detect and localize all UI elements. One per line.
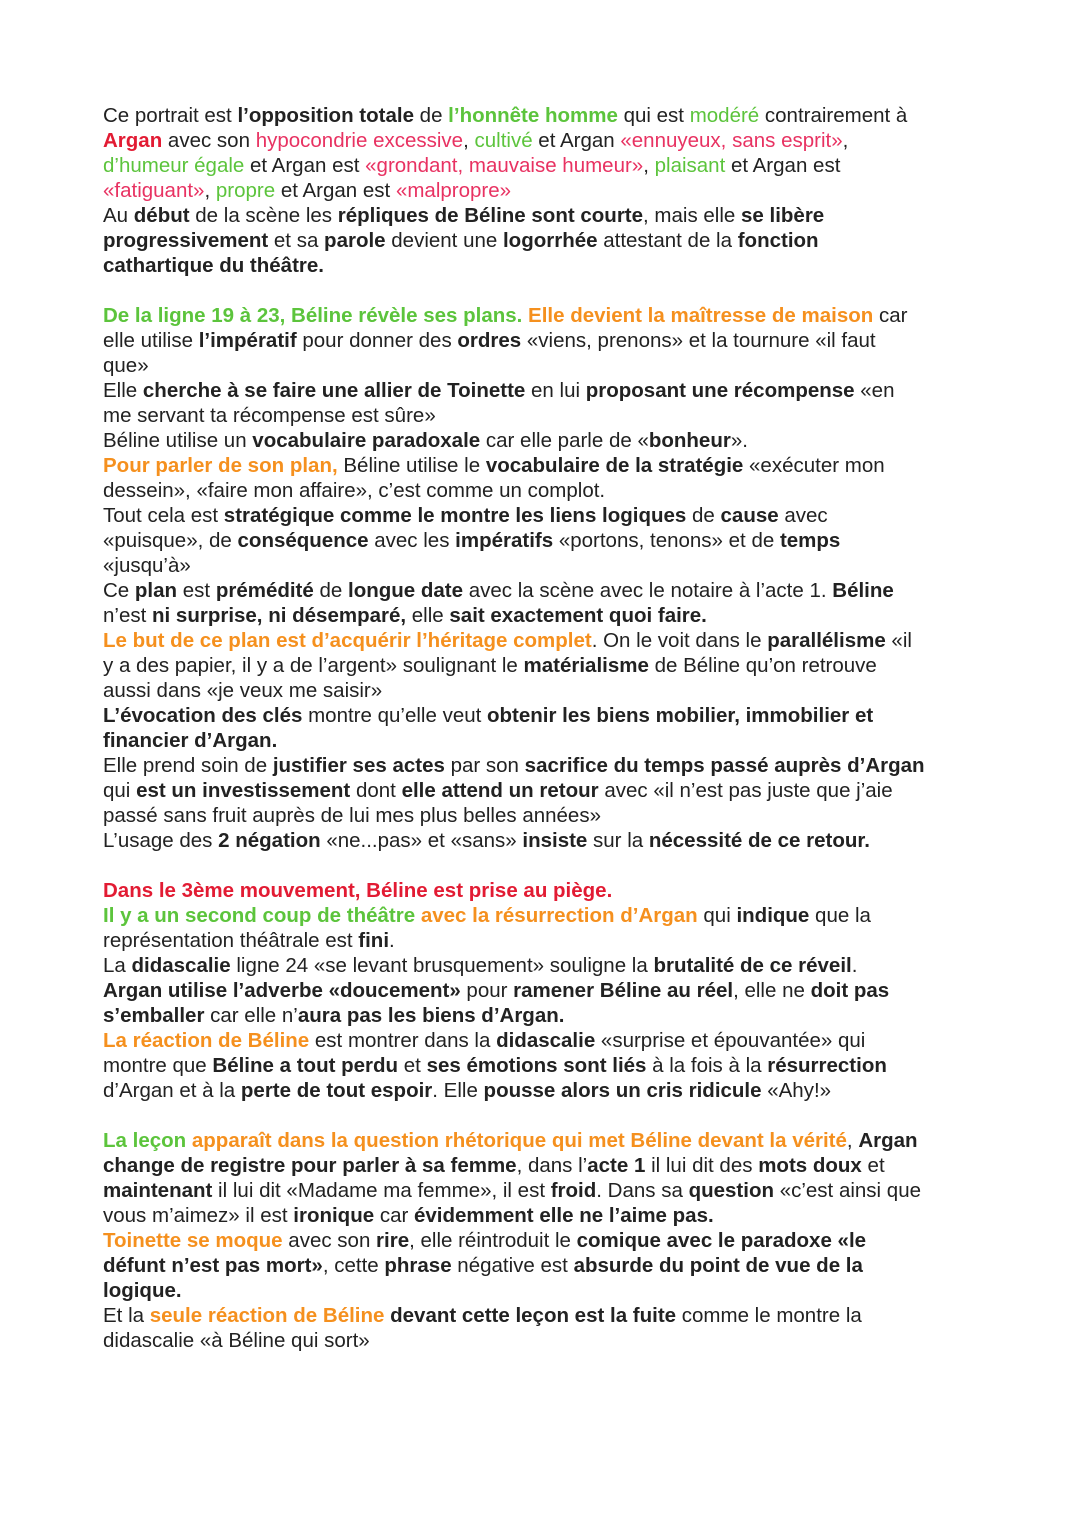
text-run: cathartique du théâtre. [103, 254, 324, 277]
text-run: logorrhée [502, 229, 598, 252]
text-run: elle [406, 604, 450, 627]
text-run: représentation théâtrale est [103, 929, 359, 952]
text-run: et Argan [532, 129, 621, 152]
text-run: Le but de ce plan est d’acquérir l’héritage complet [103, 629, 592, 652]
text-line [103, 1303, 1003, 1328]
text-run: Argan [103, 129, 163, 152]
text-run: répliques de Béline sont courte [337, 204, 644, 227]
text-line [103, 728, 1003, 753]
text-run: d’humeur égale [103, 154, 245, 177]
text-run: La [103, 954, 132, 977]
text-line [103, 1078, 1003, 1103]
text-run: , elle réintroduit le [409, 1229, 577, 1252]
text-run: , [842, 129, 849, 152]
text-run: évidemment elle ne l’aime pas. [414, 1204, 714, 1227]
text-run: il lui dit des [645, 1154, 759, 1177]
text-run: vous m’aimez» il est [103, 1204, 294, 1227]
paragraph [103, 1128, 1003, 1353]
text-run: La réaction de Béline [103, 1029, 310, 1052]
text-run: début [133, 204, 190, 227]
text-run: Béline a tout perdu [212, 1054, 399, 1077]
text-run: cultivé [474, 129, 533, 152]
text-run: «ne...pas» et «sans» [320, 829, 523, 852]
text-run: en lui [525, 379, 586, 402]
text-run: vocabulaire de la stratégie [485, 454, 744, 477]
text-line [103, 203, 1003, 228]
text-line [103, 328, 1003, 353]
text-line [103, 378, 1003, 403]
text-line [103, 1028, 1003, 1053]
text-run: didascalie «à Béline qui sort» [103, 1329, 370, 1352]
text-run: avec la scène avec le notaire à l’acte 1. [463, 579, 833, 602]
text-line [103, 1003, 1003, 1028]
text-run: maintenant [103, 1179, 213, 1202]
text-run: «jusqu’à» [103, 554, 191, 577]
text-run: Béline [832, 579, 894, 602]
text-run: avec «il n’est pas juste que j’aie [598, 779, 893, 802]
text-run: ni surprise, ni désemparé, [152, 604, 407, 627]
paragraph [103, 103, 1003, 278]
text-run: Argan [858, 1129, 918, 1152]
text-run: devant cette leçon est la fuite [390, 1304, 677, 1327]
text-line [103, 1253, 1003, 1278]
text-run: modéré [689, 104, 760, 127]
text-line [103, 703, 1003, 728]
text-run: parallélisme [767, 629, 886, 652]
text-run: Et la [103, 1304, 150, 1327]
text-run: , cette [322, 1254, 385, 1277]
text-run: hypocondrie excessive [255, 129, 464, 152]
text-run: sur la [587, 829, 649, 852]
text-run: conséquence [237, 529, 369, 552]
text-run: de Béline qu’on retrouve [648, 654, 877, 677]
text-run: qui [103, 779, 137, 802]
text-run: justifier ses actes [272, 754, 445, 777]
text-run: fini [358, 929, 390, 952]
text-run: que» [103, 354, 149, 377]
text-run: fonction [737, 229, 819, 252]
text-run: ». [730, 429, 748, 452]
text-run: Elle devient la maîtresse de maison [528, 304, 874, 327]
text-line [103, 553, 1003, 578]
text-line [103, 353, 1003, 378]
text-run: Tout cela est [103, 504, 224, 527]
text-run: contrairement à [759, 104, 908, 127]
text-run: s’emballer [103, 1004, 205, 1027]
text-run: avec [778, 504, 828, 527]
text-run: l’opposition totale [237, 104, 414, 127]
text-run: Pour parler de son plan, [103, 454, 338, 477]
text-line [103, 1203, 1003, 1228]
text-run: qui est [617, 104, 690, 127]
text-run: matérialisme [523, 654, 649, 677]
text-run: et [398, 1054, 427, 1077]
text-run: ramener Béline au réel [513, 979, 734, 1002]
text-run: indique [736, 904, 810, 927]
text-run: que la [809, 904, 871, 927]
paragraph [103, 878, 1003, 1103]
text-run: plan [134, 579, 178, 602]
text-run: ordres [457, 329, 522, 352]
text-line [103, 1228, 1003, 1253]
text-run: sacrifice du temps passé auprès d’Argan [524, 754, 925, 777]
text-run: de [686, 504, 721, 527]
text-line [103, 103, 1003, 128]
text-line [103, 453, 1003, 478]
text-run: Elle prend soin de [103, 754, 273, 777]
text-run: négative est [451, 1254, 574, 1277]
text-run: dessein», «faire mon affaire», c’est comme un complot. [103, 479, 606, 502]
text-line [103, 228, 1003, 253]
text-run: , dans l’ [516, 1154, 588, 1177]
text-run: prémédité [215, 579, 314, 602]
text-line [103, 303, 1003, 328]
text-run: vocabulaire paradoxale [252, 429, 481, 452]
text-run: 2 négation [218, 829, 321, 852]
text-run: aura pas les biens d’Argan. [297, 1004, 565, 1027]
text-run: résurrection [767, 1054, 887, 1077]
text-run: «viens, prenons» et la tournure «il faut [521, 329, 876, 352]
text-run: «malpropre» [395, 179, 512, 202]
text-run: «c’est ainsi que [774, 1179, 922, 1202]
text-run: de [313, 579, 348, 602]
text-run: doit pas [810, 979, 890, 1002]
text-line [103, 653, 1003, 678]
text-run: pousse alors un cris ridicule [483, 1079, 762, 1102]
text-run: par son [444, 754, 525, 777]
text-run: financier d’Argan. [103, 729, 278, 752]
text-run: et sa [268, 229, 325, 252]
text-run: devient une [385, 229, 503, 252]
text-run: Dans le 3ème mouvement, Béline est prise au piège. [103, 879, 613, 902]
text-run: propre [215, 179, 276, 202]
text-run: . On le voit dans le [591, 629, 768, 652]
text-run: se libère [741, 204, 825, 227]
text-run: Au [103, 204, 134, 227]
text-run: car elle n’ [204, 1004, 298, 1027]
text-run: de [413, 104, 449, 127]
text-run: cherche à se faire une allier de Toinette [142, 379, 526, 402]
text-run: brutalité de ce réveil [653, 954, 852, 977]
text-line [103, 578, 1003, 603]
paragraph [103, 303, 1003, 853]
text-run: mots doux [758, 1154, 862, 1177]
text-run: froid [550, 1179, 597, 1202]
text-line [103, 678, 1003, 703]
text-run: défunt n’est pas mort» [103, 1254, 323, 1277]
text-run: «surprise et épouvantée» qui [595, 1029, 866, 1052]
text-run: . [851, 954, 858, 977]
text-line [103, 253, 1003, 278]
text-run: , [846, 1129, 859, 1152]
text-run: Béline utilise un [103, 429, 253, 452]
text-run: à la fois à la [646, 1054, 768, 1077]
text-line [103, 828, 1003, 853]
text-line [103, 528, 1003, 553]
text-run: , mais elle [643, 204, 742, 227]
text-run: , elle ne [733, 979, 811, 1002]
text-line [103, 478, 1003, 503]
text-run: «grondant, mauvaise humeur» [365, 154, 644, 177]
text-run: L’évocation des clés [103, 704, 303, 727]
text-run: Argan utilise l’adverbe «doucement» [103, 979, 461, 1002]
text-run: car [873, 304, 908, 327]
text-line [103, 603, 1003, 628]
text-run: La leçon [103, 1129, 187, 1152]
text-run: L’usage des [103, 829, 219, 852]
text-run: comique avec le paradoxe «le [576, 1229, 867, 1252]
text-line [103, 753, 1003, 778]
text-run: . [389, 929, 395, 952]
text-line [103, 628, 1003, 653]
text-run: ligne 24 «se levant brusquement» souligne la [230, 954, 654, 977]
text-run: longue date [348, 579, 464, 602]
text-run: «fatiguant» [103, 179, 205, 202]
text-run: passé sans fruit auprès de lui mes plus belles années» [103, 804, 601, 827]
text-run: car elle parle de « [480, 429, 649, 452]
text-line [103, 1153, 1003, 1178]
text-line [103, 503, 1003, 528]
text-run: avec son [282, 1229, 377, 1252]
text-run: bonheur [648, 429, 731, 452]
text-line [103, 1053, 1003, 1078]
text-line [103, 1128, 1003, 1153]
text-run: , [204, 179, 216, 202]
text-run: acte 1 [587, 1154, 646, 1177]
text-run: et Argan est [275, 179, 396, 202]
text-line [103, 1328, 1003, 1353]
text-run: et Argan est [244, 154, 366, 177]
text-run: Ce [103, 579, 135, 602]
text-run: Ce portrait est [103, 104, 238, 127]
text-run: rire [376, 1229, 410, 1252]
text-run: ses émotions sont liés [426, 1054, 647, 1077]
text-run: , [463, 129, 475, 152]
text-run: didascalie [131, 954, 231, 977]
text-run: aussi dans «je veux me saisir» [103, 679, 383, 702]
text-run: cause [720, 504, 779, 527]
text-run: montre que [103, 1054, 213, 1077]
text-run: obtenir les biens mobilier, immobilier et [487, 704, 874, 727]
text-run: change de registre pour parler à sa femme [103, 1154, 517, 1177]
text-run: impératifs [455, 529, 554, 552]
text-run: nécessité de ce retour. [648, 829, 870, 852]
text-run: stratégique comme le montre les liens logiques [223, 504, 687, 527]
text-run: didascalie [496, 1029, 596, 1052]
text-run: est montrer dans la [309, 1029, 497, 1052]
text-run: est [177, 579, 216, 602]
text-run: seule réaction de Béline [149, 1304, 385, 1327]
text-run: apparaît dans la question rhétorique qui met Béline devant la vérité [191, 1129, 847, 1152]
text-line [103, 903, 1003, 928]
text-run: proposant une récompense [585, 379, 855, 402]
text-run: l’impératif [198, 329, 297, 352]
text-run: qui [697, 904, 737, 927]
text-run: de la scène les [189, 204, 338, 227]
text-run: il lui dit «Madame ma femme», il est [212, 1179, 551, 1202]
text-line [103, 153, 1003, 178]
text-run: et [861, 1154, 885, 1177]
text-run: elle attend un retour [401, 779, 599, 802]
text-line [103, 128, 1003, 153]
text-run: car [374, 1204, 414, 1227]
text-run: avec son [162, 129, 256, 152]
text-line [103, 803, 1003, 828]
text-line [103, 778, 1003, 803]
text-run: . Elle [432, 1079, 484, 1102]
text-run: d’Argan et à la [103, 1079, 241, 1102]
text-run: parole [324, 229, 386, 252]
text-line [103, 403, 1003, 428]
text-run: est un investissement [136, 779, 351, 802]
text-run: et Argan est [725, 154, 841, 177]
text-line [103, 178, 1003, 203]
text-run: elle utilise [103, 329, 199, 352]
text-run: , [643, 154, 655, 177]
text-run: temps [779, 529, 841, 552]
text-run: «exécuter mon [743, 454, 885, 477]
text-run: . Dans sa [596, 1179, 689, 1202]
text-line [103, 978, 1003, 1003]
text-run: «en [854, 379, 895, 402]
text-run: me servant ta récompense est sûre» [103, 404, 436, 427]
text-run: question [688, 1179, 774, 1202]
text-line [103, 1178, 1003, 1203]
text-run: absurde du point de vue de la [573, 1254, 863, 1277]
text-run: «puisque», de [103, 529, 238, 552]
text-run: «portons, tenons» et de [553, 529, 780, 552]
text-run: logique. [103, 1279, 182, 1302]
text-run: insiste [522, 829, 588, 852]
text-run: «ennuyeux, sans esprit» [620, 129, 843, 152]
text-run: «Ahy!» [761, 1079, 832, 1102]
text-run: attestant de la [597, 229, 738, 252]
text-run: avec la résurrection d’Argan [420, 904, 698, 927]
text-line [103, 953, 1003, 978]
text-run: sait exactement quoi faire. [449, 604, 707, 627]
text-run: Il y a un second coup de théâtre [103, 904, 416, 927]
text-run: progressivement [103, 229, 269, 252]
text-run: ironique [293, 1204, 375, 1227]
text-line [103, 1278, 1003, 1303]
text-run: perte de tout espoir [240, 1079, 433, 1102]
text-line [103, 928, 1003, 953]
text-run: pour donner des [296, 329, 458, 352]
text-run: De la ligne 19 à 23, Béline révèle ses plans. [103, 304, 523, 327]
text-run: Elle [103, 379, 143, 402]
text-line [103, 428, 1003, 453]
text-run: Toinette se moque [103, 1229, 283, 1252]
text-run: dont [350, 779, 402, 802]
text-line [103, 878, 1003, 903]
text-run: plaisant [654, 154, 726, 177]
text-run: avec les [368, 529, 456, 552]
text-run: comme le montre la [676, 1304, 862, 1327]
text-run: montre qu’elle veut [302, 704, 488, 727]
document-page [103, 103, 1003, 1378]
text-run: phrase [384, 1254, 452, 1277]
text-run: Béline utilise le [337, 454, 486, 477]
text-run: pour [460, 979, 514, 1002]
text-run: l’honnête homme [448, 104, 618, 127]
text-run: y a des papier, il y a de l’argent» soulignant le [103, 654, 524, 677]
text-run: «il [885, 629, 912, 652]
text-run: n’est [103, 604, 152, 627]
